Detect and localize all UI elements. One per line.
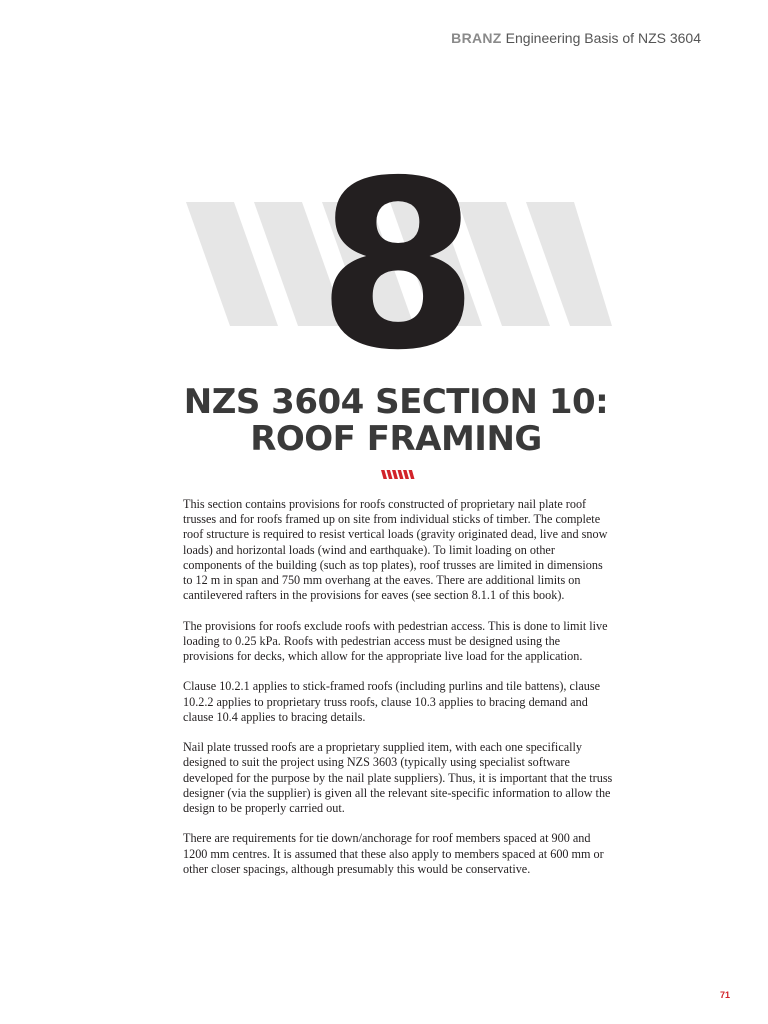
body-text <box>183 497 613 892</box>
paragraph: There are requirements for tie down/anchorage for roof members spaced at 900 and 1200 mm centres. It is assumed that these also apply to members spaced at 600 mm or other closer spacings, although presumably this would be conservative. <box>183 831 604 876</box>
brand-name: BRANZ <box>451 30 502 46</box>
page-number: 71 <box>719 990 730 1000</box>
paragraph: Clause 10.2.1 applies to stick-framed roofs (including purlins and tile battens), clause 10.2.2 applies to proprietary truss roofs, clause 10.3 applies to bracing demand and clause 10.4 applies to bracing details. <box>183 679 600 724</box>
running-header <box>451 30 701 46</box>
chapter-title-line-1: NZS 3604 SECTION 10: <box>183 382 609 422</box>
paragraph: Nail plate trussed roofs are a proprietary supplied item, with each one specifically designed to suit the project using NZS 3603 (typically using specialist software developed for the purpose by the nail plate suppliers). Thus, it is important that the truss designer (via the supplier) is given all the relevant site-specific information to allow the design to be properly carried out. <box>183 740 613 816</box>
paragraph: The provisions for roofs exclude roofs with pedestrian access. This is done to limit live loading to 0.25 kPa. Roofs with pedestrian access must be designed using the provisions for decks, which allow for the appropriate live load for the application. <box>183 618 608 664</box>
chapter-title-line-2: ROOF FRAMING <box>250 419 542 459</box>
chapter-title <box>140 384 652 458</box>
publication-title: Engineering Basis of NZS 3604 <box>505 30 701 46</box>
paragraph: This section contains provisions for roofs constructed of proprietary nail plate roof trusses and for roofs framed up on site from individual sticks of timber. The complete roof structure is required to resist vertical loads (gravity originated dead, live and snow loads) and horizontal loads (wind and earthquake). To limit loading on other components of the building (such as top plates), roof trusses are limited in dimensions to 12 m in span and 750 mm overhang at the eaves. There are additional limits on cantilevered rafters in the provisions for eaves (see section 8.1.1 of this book). <box>183 497 608 603</box>
chapter-number: 8 <box>317 131 475 401</box>
red-stripes-mark <box>381 470 415 479</box>
